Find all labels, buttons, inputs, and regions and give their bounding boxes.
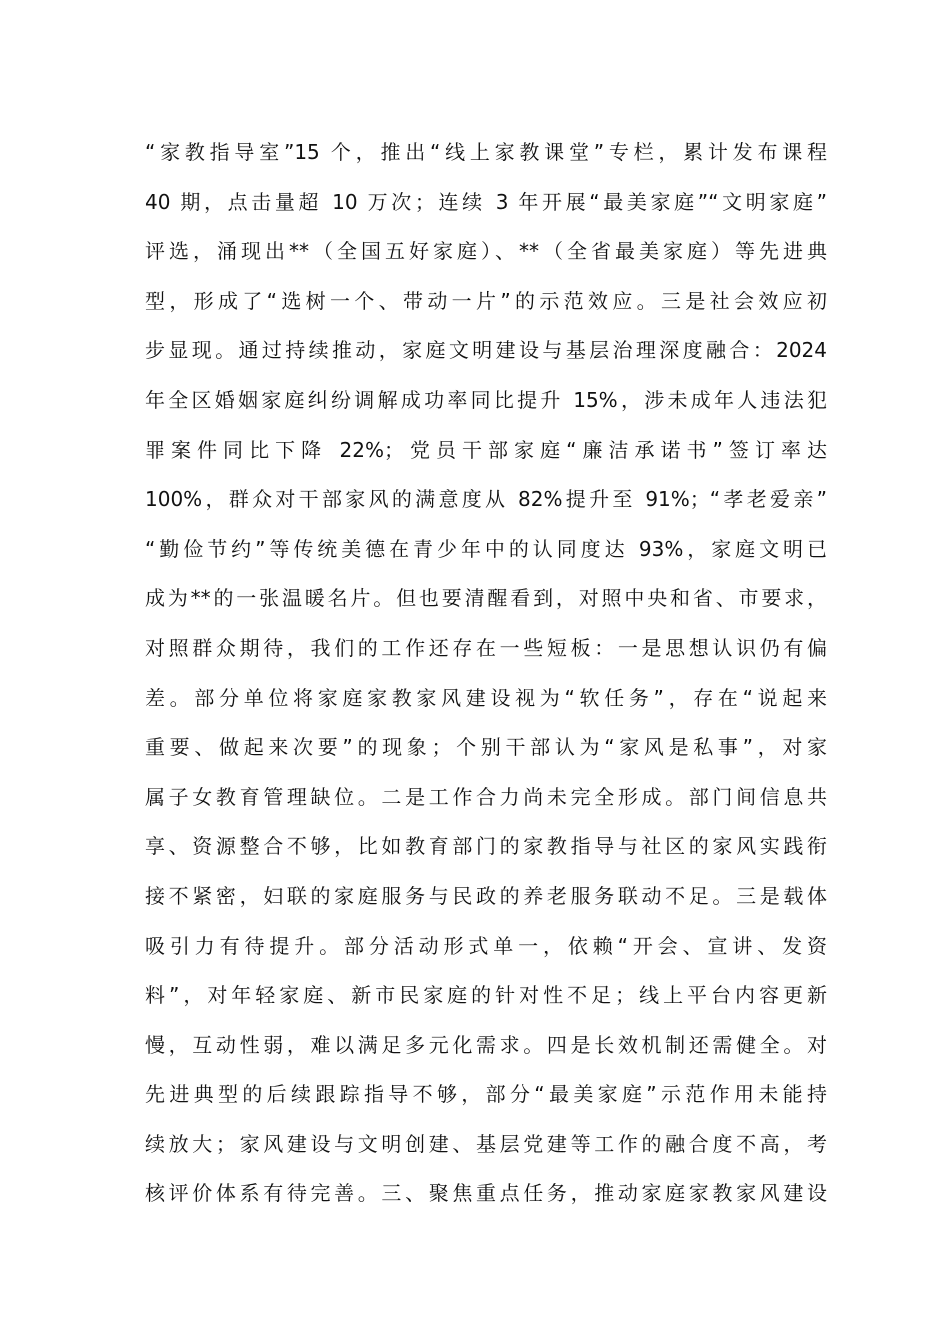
text-line: 先进典型的后续跟踪指导不够，部分“最美家庭”示范作用未能持 (145, 1082, 827, 1107)
text-line: 吸引力有待提升。部分活动形式单一，依赖“开会、宣讲、发资 (145, 933, 827, 958)
text-line: 重要、做起来次要”的现象；个别干部认为“家风是私事”，对家 (145, 735, 827, 760)
body-text (145, 128, 827, 1219)
text-line: 年全区婚姻家庭纠纷调解成功率同比提升 15%，涉未成年人违法犯 (145, 387, 827, 412)
text-line: “勤俭节约”等传统美德在青少年中的认同度达 93%，家庭文明已 (145, 536, 827, 561)
text-line: 接不紧密，妇联的家庭服务与民政的养老服务联动不足。三是载体 (145, 883, 827, 908)
text-line: “家教指导室”15 个，推出“线上家教课堂”专栏，累计发布课程 (145, 140, 827, 164)
text-line: 慢，互动性弱，难以满足多元化需求。四是长效机制还需健全。对 (145, 1032, 827, 1057)
text-line: 享、资源整合不够，比如教育部门的家教指导与社区的家风实践衔 (145, 834, 827, 859)
text-line: 属子女教育管理缺位。二是工作合力尚未完全形成。部门间信息共 (145, 784, 827, 809)
text-line: 对照群众期待，我们的工作还存在一些短板：一是思想认识仍有偏 (145, 635, 827, 660)
text-line: 40 期，点击量超 10 万次；连续 3 年开展“最美家庭”“文明家庭” (145, 189, 827, 214)
text-line: 100%，群众对干部家风的满意度从 82%提升至 91%；“孝老爱亲” (145, 487, 827, 512)
text-line: 差。部分单位将家庭家教家风建设视为“软任务”，存在“说起来 (145, 685, 827, 710)
text-line: 型，形成了“选树一个、带动一片”的示范效应。三是社会效应初 (145, 288, 827, 313)
text-line: 步显现。通过持续推动，家庭文明建设与基层治理深度融合：2024 (145, 338, 827, 363)
text-line: 核评价体系有待完善。三、聚焦重点任务，推动家庭家教家风建设 (145, 1181, 827, 1206)
text-line: 成为**的一张温暖名片。但也要清醒看到，对照中央和省、市要求， (145, 586, 827, 611)
text-line: 罪案件同比下降 22%；党员干部家庭“廉洁承诺书”签订率达 (145, 437, 827, 462)
text-line: 续放大；家风建设与文明创建、基层党建等工作的融合度不高，考 (145, 1131, 827, 1156)
text-line: 评选，涌现出**（全国五好家庭）、**（全省最美家庭）等先进典 (145, 239, 827, 264)
text-line: 料”，对年轻家庭、新市民家庭的针对性不足；线上平台内容更新 (145, 983, 827, 1008)
